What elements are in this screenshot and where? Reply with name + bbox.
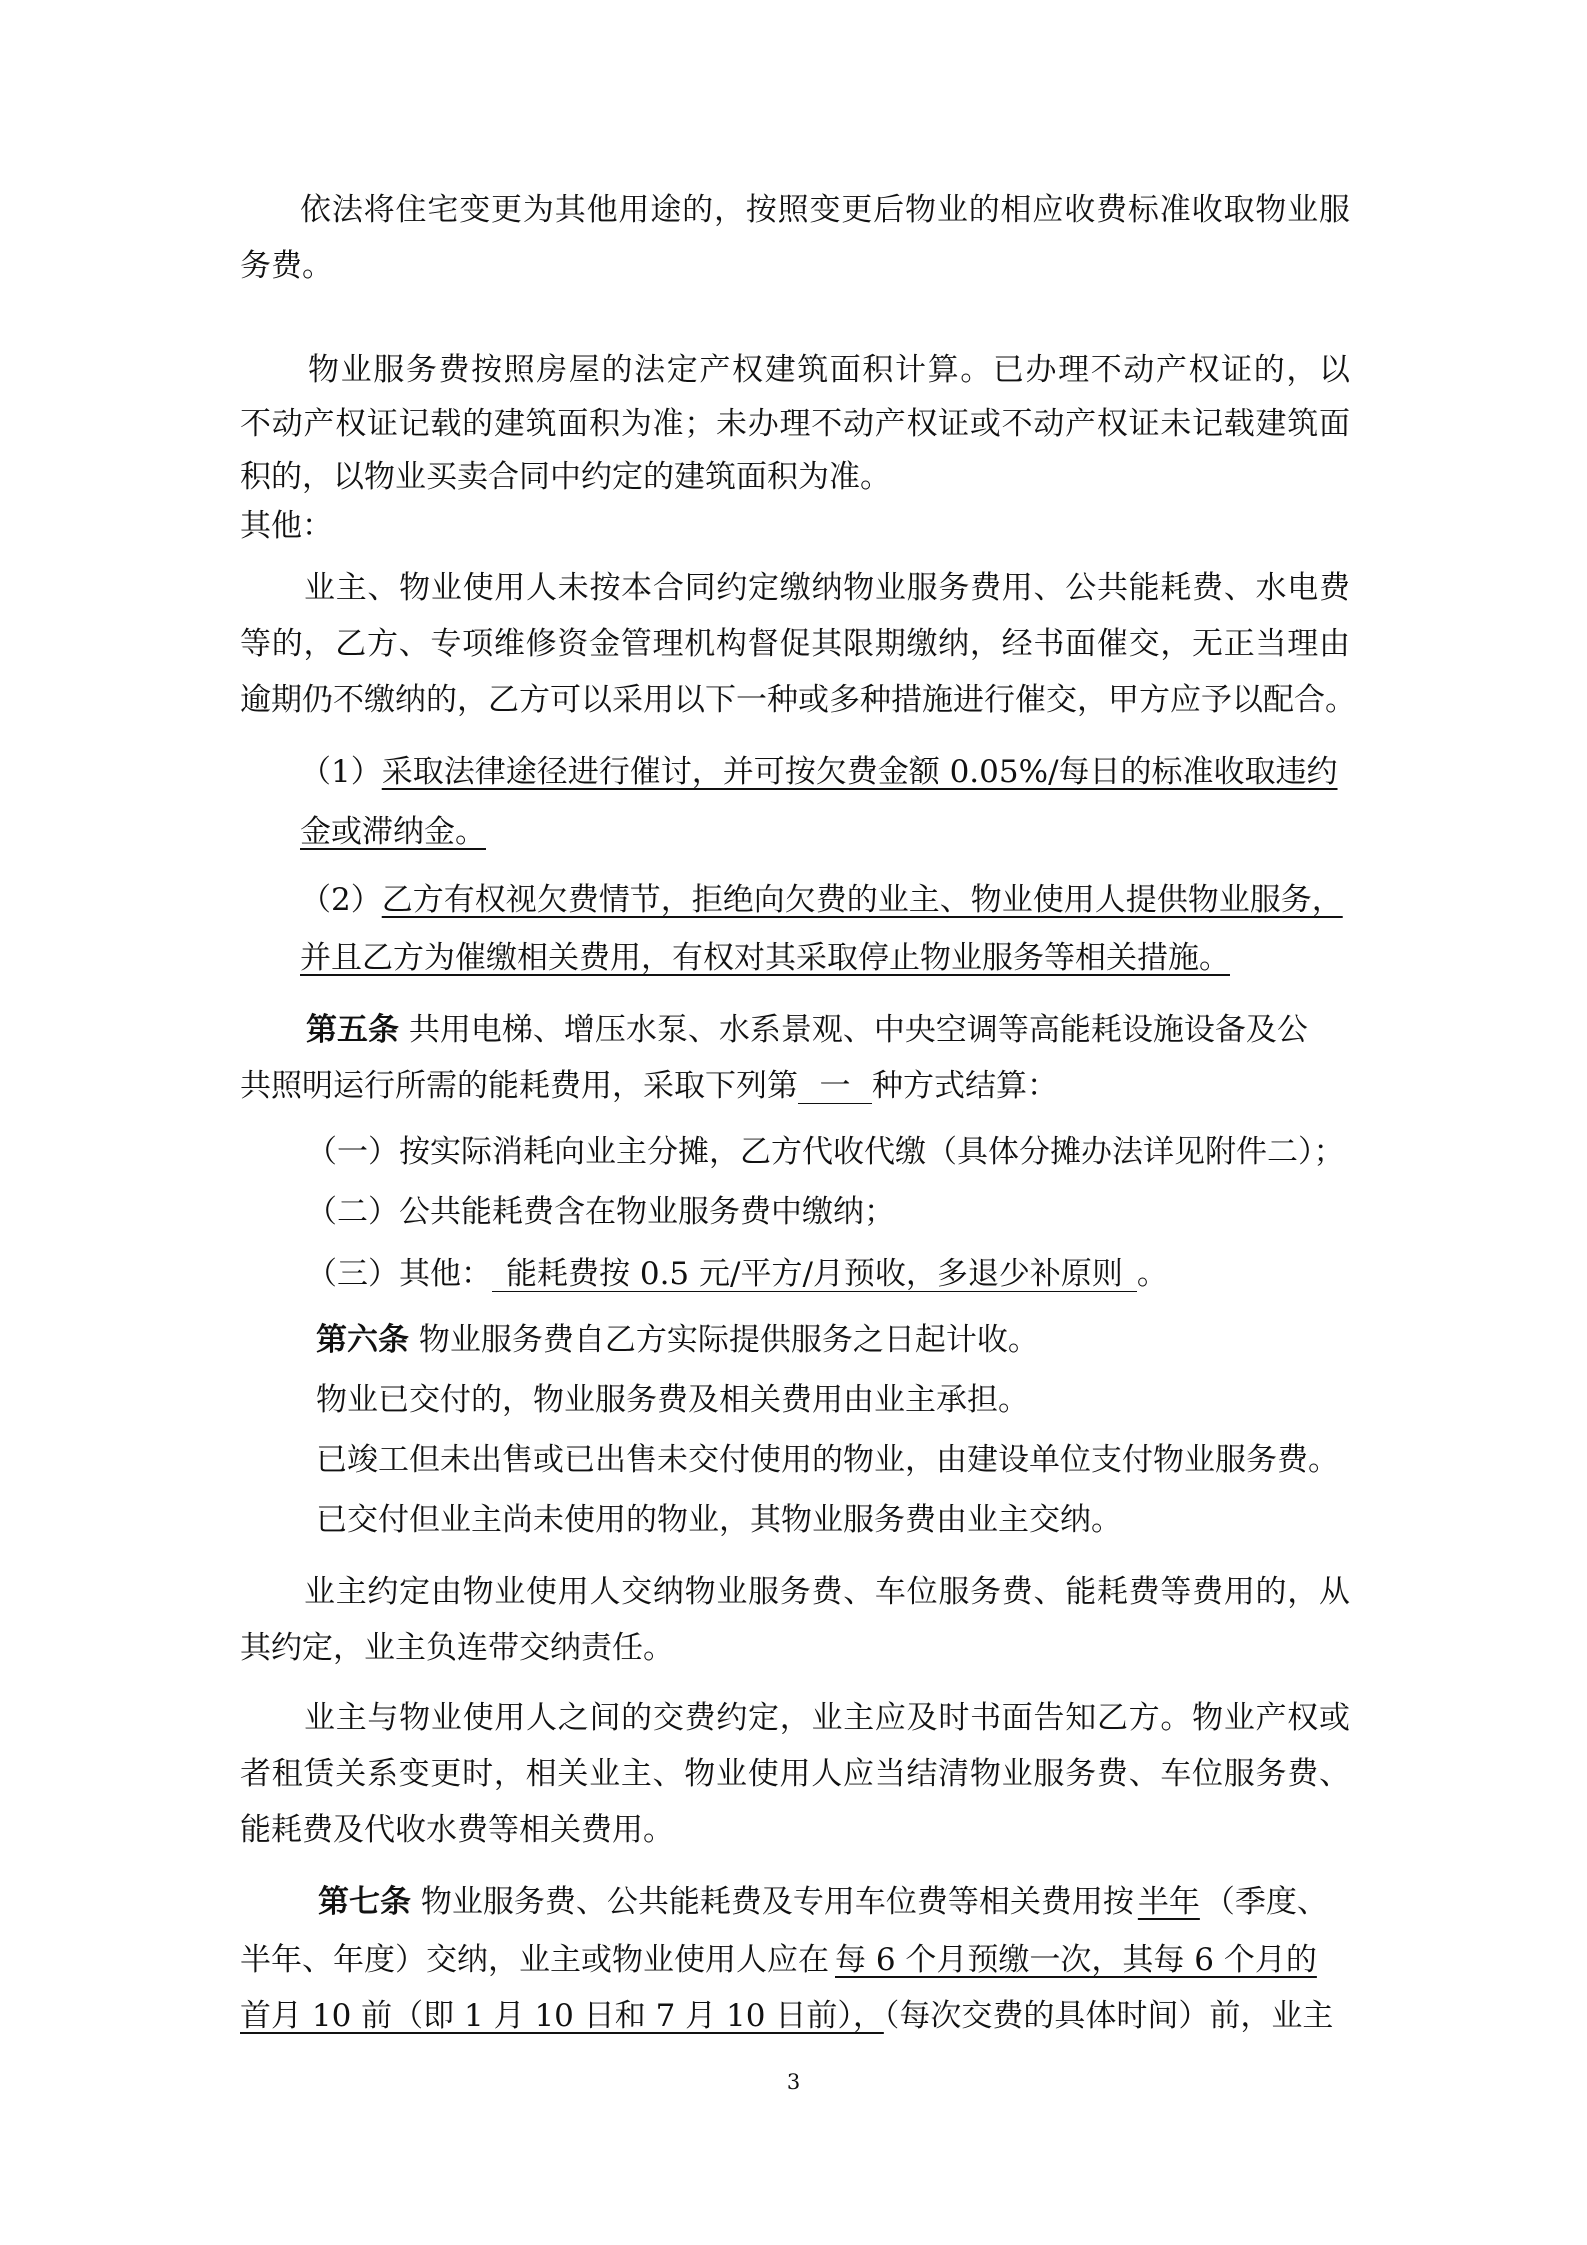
article-7 (318, 1882, 1350, 1922)
text-run: （每次交费的具体时间）前，业主 (883, 1998, 1334, 2034)
paragraph-line: 业主约定由物业使用人交纳物业服务费、车位服务费、能耗费等费用的，从 (304, 1574, 1350, 1610)
article-text: 物业服务费、公共能耗费及专用车位费等相关费用按 (420, 1884, 1134, 1920)
paragraph-line: 依法将住宅变更为其他用途的，按照变更后物业的相应收费标准收取物业服 (300, 192, 1350, 228)
paragraph-line: 等的，乙方、专项维修资金管理机构督促其限期缴纳，经书面催交，无正当理由 (240, 626, 1350, 662)
text-run: 共照明运行所需的能耗费用，采取下列第 (240, 1068, 798, 1104)
list-item-number: （2） (300, 882, 382, 918)
text-run: （三）其他： (306, 1256, 492, 1292)
article-label: 第六条 (316, 1322, 409, 1358)
list-item (300, 752, 1350, 792)
article-5 (306, 1010, 1350, 1050)
text-run: （季度、 (1203, 1884, 1328, 1920)
fill-in-blank: 能耗费按 0.5 元/平方/月预收，多退少补原则 (492, 1257, 1137, 1292)
paragraph-line: 已竣工但未出售或已出售未交付使用的物业，由建设单位支付物业服务费。 (316, 1442, 1339, 1478)
paragraph-line: 已交付但业主尚未使用的物业，其物业服务费由业主交纳。 (316, 1502, 1122, 1538)
paragraph-line: 能耗费及代收水费等相关费用。 (240, 1812, 674, 1848)
paragraph-line (240, 1996, 1350, 2036)
fill-in-blank: 半年 (1137, 1884, 1200, 1920)
paragraph-line: 业主、物业使用人未按本合同约定缴纳物业服务费用、公共能耗费、水电费 (304, 570, 1350, 606)
paragraph-line: 者租赁关系变更时，相关业主、物业使用人应当结清物业服务费、车位服务费、 (240, 1756, 1350, 1792)
paragraph-line: 其约定，业主负连带交纳责任。 (240, 1630, 674, 1666)
underlined-clause: 金或滞纳金。 (300, 814, 486, 850)
article-6 (316, 1320, 1350, 1360)
paragraph-line: 不动产权证记载的建筑面积为准；未办理不动产权证或不动产权证未记载建筑面 (240, 406, 1350, 442)
paragraph-line: 务费。 (240, 248, 333, 284)
option-line: （一）按实际消耗向业主分摊，乙方代收代缴（具体分摊办法详见附件二）； (306, 1134, 1345, 1170)
fill-in-blank: 一 (798, 1069, 872, 1104)
underlined-clause: 采取法律途径进行催讨，并可按欠费金额 0.05%/每日的标准收取违约 (381, 754, 1338, 790)
paragraph-line: 业主与物业使用人之间的交费约定，业主应及时书面告知乙方。物业产权或 (304, 1700, 1350, 1736)
option-line (306, 1254, 1350, 1294)
list-item-number: （1） (300, 754, 382, 790)
article-label: 第五条 (306, 1012, 399, 1048)
article-text: 共用电梯、增压水泵、水系景观、中央空调等高能耗设施设备及公 (408, 1012, 1308, 1048)
underlined-clause: 乙方有权视欠费情节，拒绝向欠费的业主、物业使用人提供物业服务， (381, 882, 1343, 918)
paragraph-line: 物业服务费按照房屋的法定产权建筑面积计算。已办理不动产权证的，以 (308, 352, 1350, 388)
paragraph-line (240, 1066, 1350, 1106)
text-run: 。 (1136, 1256, 1168, 1292)
fill-in-blank: 首月 10 前（即 1 月 10 日和 7 月 10 日前）， (240, 1998, 884, 2034)
underlined-clause: 并且乙方为催缴相关费用，有权对其采取停止物业服务等相关措施。 (300, 940, 1230, 976)
text-run: 种方式结算： (872, 1068, 1058, 1104)
list-item (300, 880, 1350, 920)
article-text: 物业服务费自乙方实际提供服务之日起计收。 (418, 1322, 1039, 1358)
fill-in-blank: 每 6 个月预缴一次，其每 6 个月的 (835, 1942, 1317, 1978)
paragraph-line: 物业已交付的，物业服务费及相关费用由业主承担。 (316, 1382, 1029, 1418)
option-line: （二）公共能耗费含在物业服务费中缴纳； (306, 1194, 895, 1230)
paragraph-line: 其他： (240, 508, 333, 544)
text-run: 半年、年度）交纳，业主或物业使用人应在 (240, 1942, 829, 1978)
paragraph-line (240, 1940, 1350, 1980)
paragraph-line: 逾期仍不缴纳的，乙方可以采用以下一种或多种措施进行催交，甲方应予以配合。 (240, 682, 1356, 718)
paragraph-line: 积的，以物业买卖合同中约定的建筑面积为准。 (240, 459, 891, 495)
page-number: 3 (786, 2070, 801, 2094)
article-label: 第七条 (318, 1884, 411, 1920)
